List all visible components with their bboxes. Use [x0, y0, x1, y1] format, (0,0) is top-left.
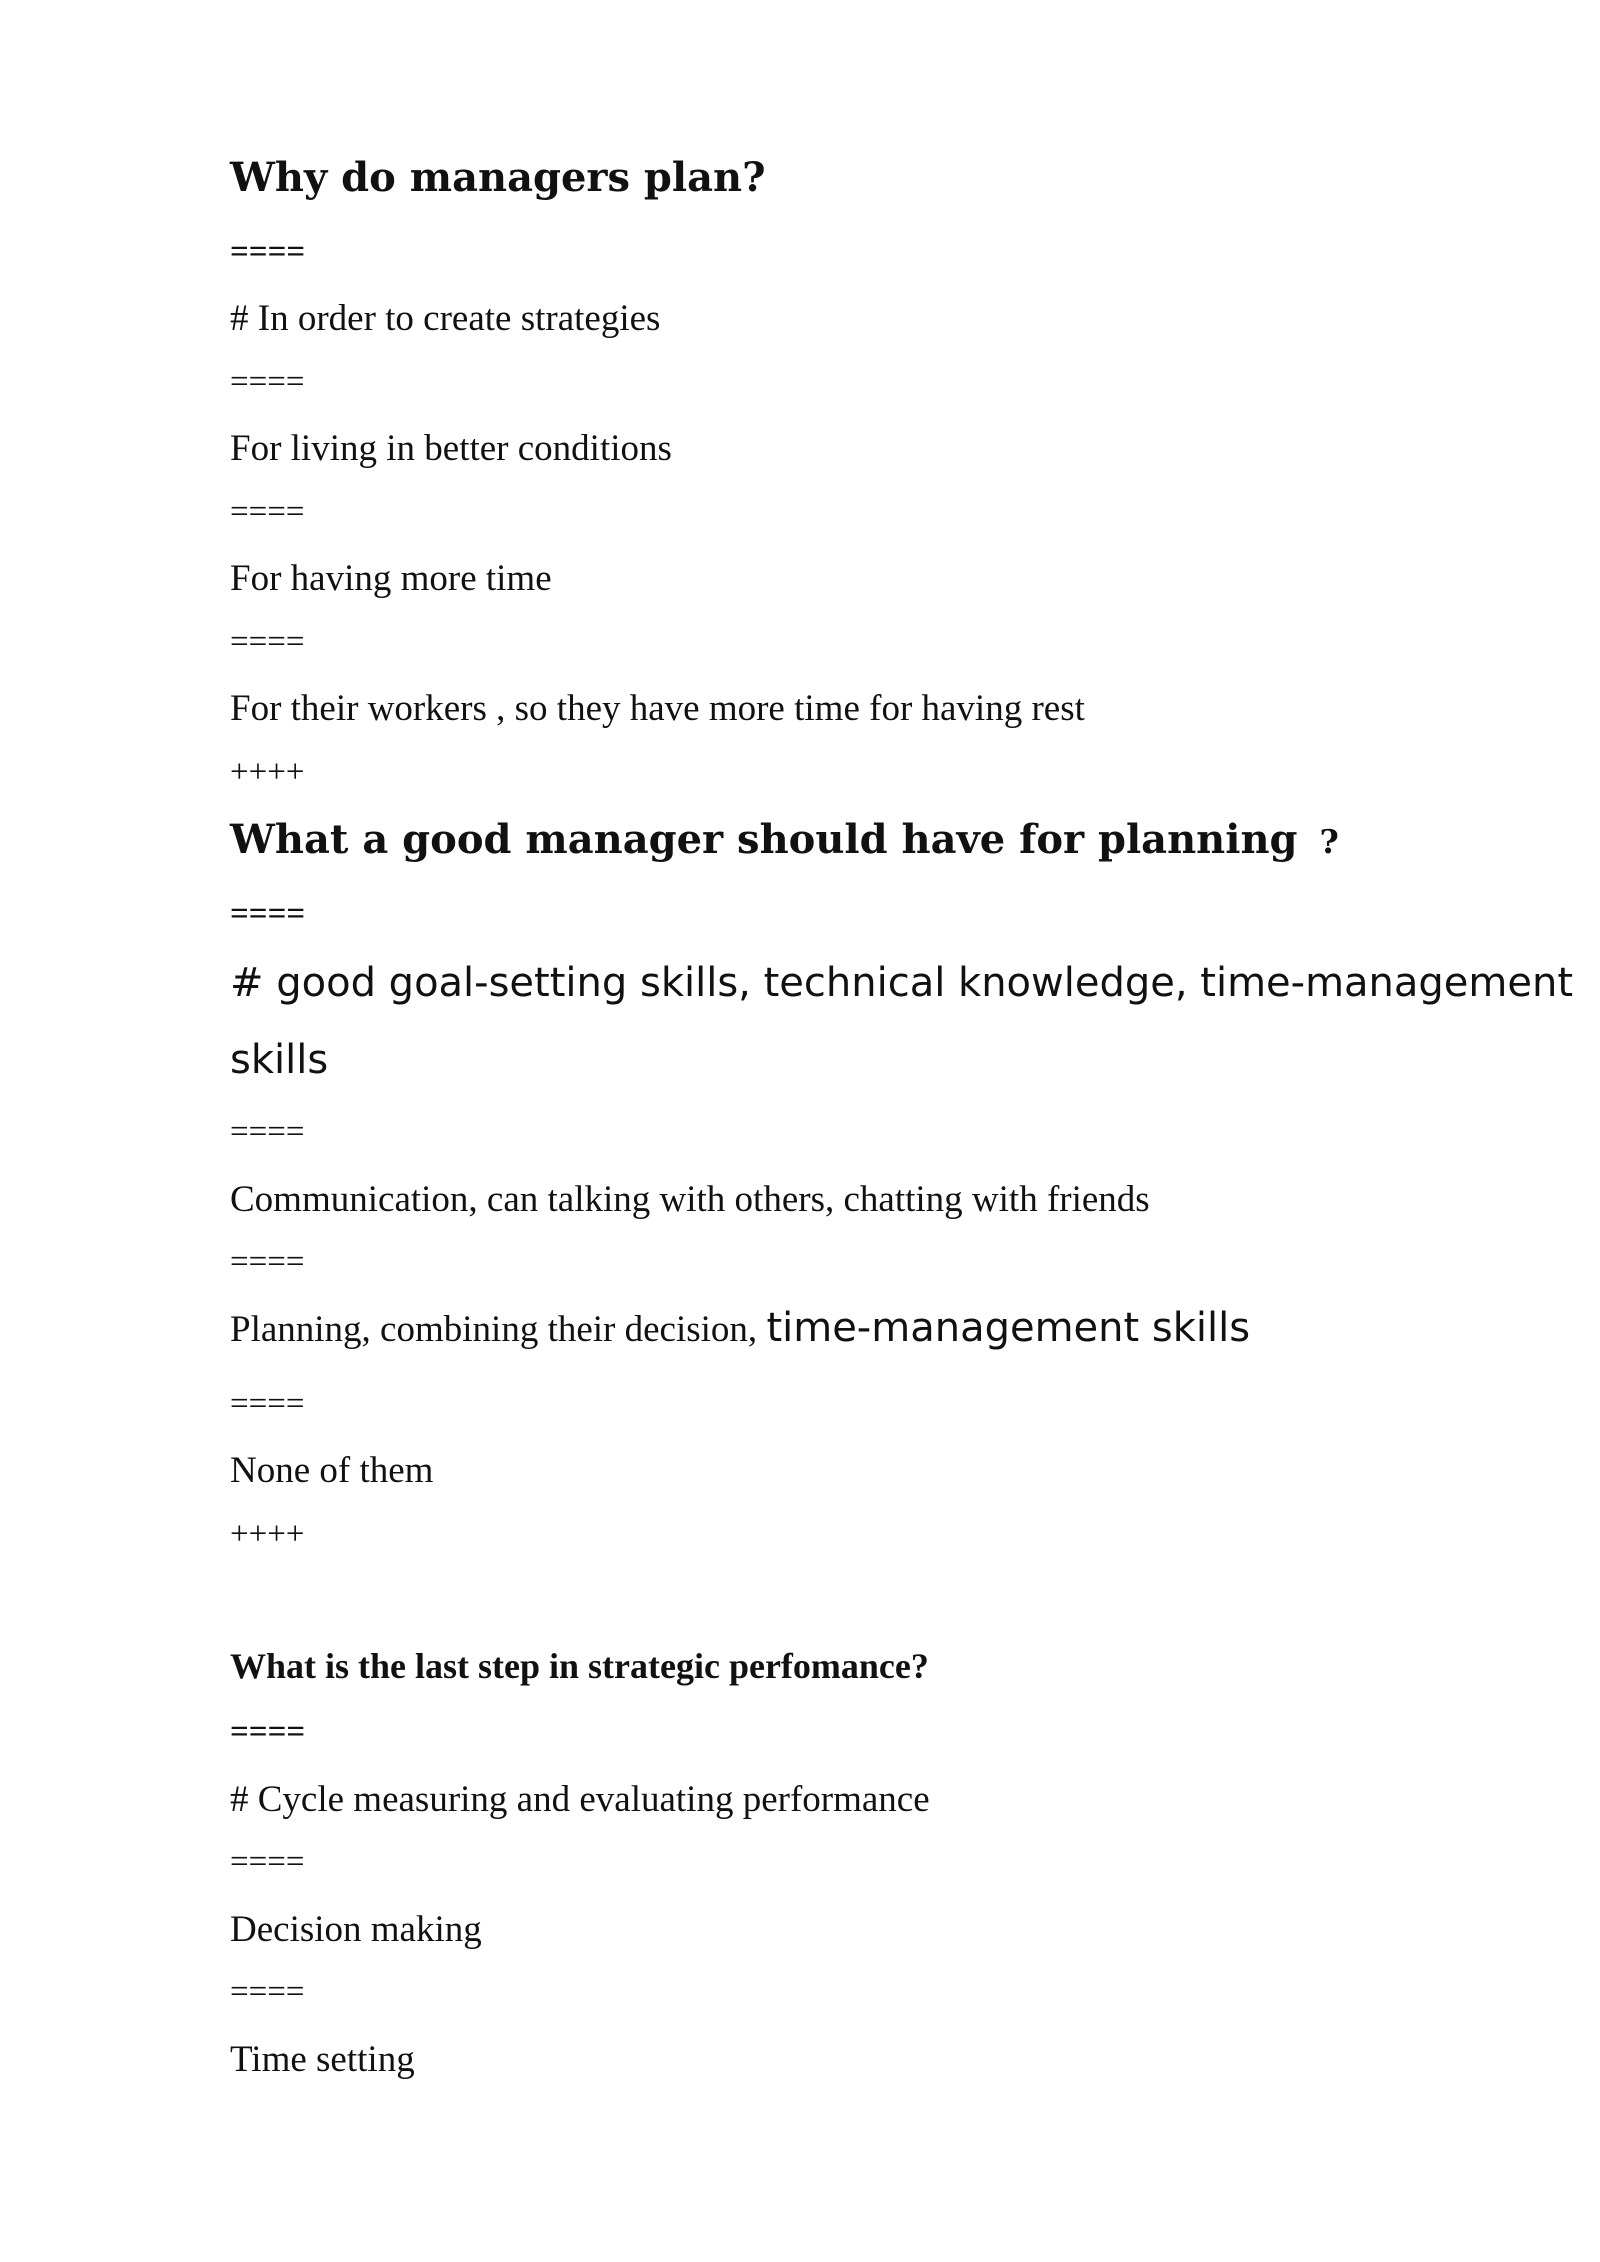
- separator: ====: [230, 1386, 305, 1422]
- question-1-option-4: For their workers , so they have more time for having rest: [230, 688, 1085, 729]
- question-2-option-3-emphasis: time-management skills: [766, 1305, 1251, 1351]
- separator: ====: [230, 1974, 305, 2010]
- question-2-option-1: # good goal-setting skills, technical knowledge, time-management: [230, 960, 1574, 1006]
- separator: ====: [230, 1844, 305, 1880]
- separator: ====: [230, 234, 306, 270]
- question-2-mark: ?: [1319, 822, 1339, 861]
- question-2-option-4: None of them: [230, 1450, 434, 1491]
- question-1-option-2: For living in better conditions: [230, 428, 672, 469]
- separator: ====: [230, 1244, 305, 1280]
- question-2-title: [230, 816, 1339, 863]
- question-1-title: Why do managers plan?: [230, 154, 766, 201]
- question-2-option-1-continued: skills: [230, 1037, 329, 1083]
- question-3-option-3: Time setting: [230, 2039, 415, 2080]
- question-1-option-3: For having more time: [230, 558, 552, 599]
- separator: ====: [230, 624, 305, 660]
- question-1-option-1: # In order to create strategies: [230, 298, 661, 339]
- question-2-text: What a good manager should have for planning: [230, 816, 1298, 863]
- question-2-option-3: [230, 1305, 1251, 1351]
- separator: ====: [230, 896, 306, 932]
- end-marker: ++++: [230, 754, 305, 790]
- question-3-option-1: # Cycle measuring and evaluating performance: [230, 1779, 930, 1820]
- separator: ====: [230, 364, 305, 400]
- question-2-option-3-text: Planning, combining their decision,: [230, 1309, 767, 1350]
- question-3-option-2: Decision making: [230, 1909, 482, 1950]
- end-marker: ++++: [230, 1516, 305, 1552]
- question-2-option-2: Communication, can talking with others, chatting with friends: [230, 1179, 1150, 1220]
- separator: ====: [230, 1114, 305, 1150]
- separator: ====: [230, 1714, 306, 1750]
- question-3-title: What is the last step in strategic perfomance?: [230, 1646, 929, 1686]
- separator: ====: [230, 494, 305, 530]
